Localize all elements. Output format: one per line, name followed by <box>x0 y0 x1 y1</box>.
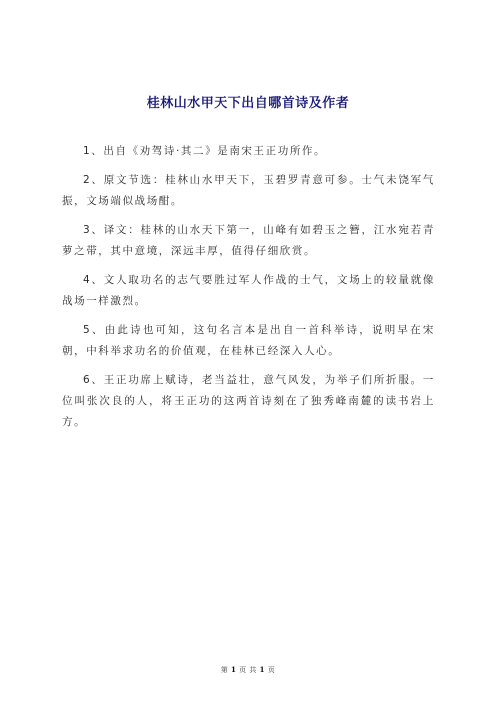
footer-middle: 页 共 <box>239 666 257 674</box>
footer-prefix: 第 <box>220 666 229 674</box>
paragraph-6: 6、王正功席上赋诗，老当益壮，意气风发，为举子们所折服。一位叫张次良的人，将王正功的这两首诗刻在了独秀峰南麓的读书岩上方。 <box>62 374 435 428</box>
page-title: 桂林山水甲天下出自哪首诗及作者 <box>146 96 350 111</box>
footer-total-pages: 1 <box>259 665 265 674</box>
document-body <box>62 141 435 441</box>
paragraph-5: 5、由此诗也可知，这句名言本是出自一首科举诗，说明早在宋朝，中科举求功名的价值观，在桂林已经深入人心。 <box>62 324 435 357</box>
footer-page-number: 1 <box>231 665 237 674</box>
paragraph-4: 4、文人取功名的志气要胜过军人作战的士气，文场上的较量就像战场一样激烈。 <box>62 274 435 307</box>
paragraph-2: 2、原文节选：桂林山水甲天下，玉碧罗青意可参。士气未饶军气振，文场端似战场酣。 <box>62 174 435 207</box>
page-footer <box>0 665 496 675</box>
footer-suffix: 页 <box>267 666 276 674</box>
paragraph-1: 1、出自《劝驾诗·其二》是南宋王正功所作。 <box>83 145 327 157</box>
paragraph-3: 3、译文：桂林的山水天下第一，山峰有如碧玉之簪，江水宛若青萝之带，其中意境，深远丰厚，值得仔细欣赏。 <box>62 224 435 257</box>
